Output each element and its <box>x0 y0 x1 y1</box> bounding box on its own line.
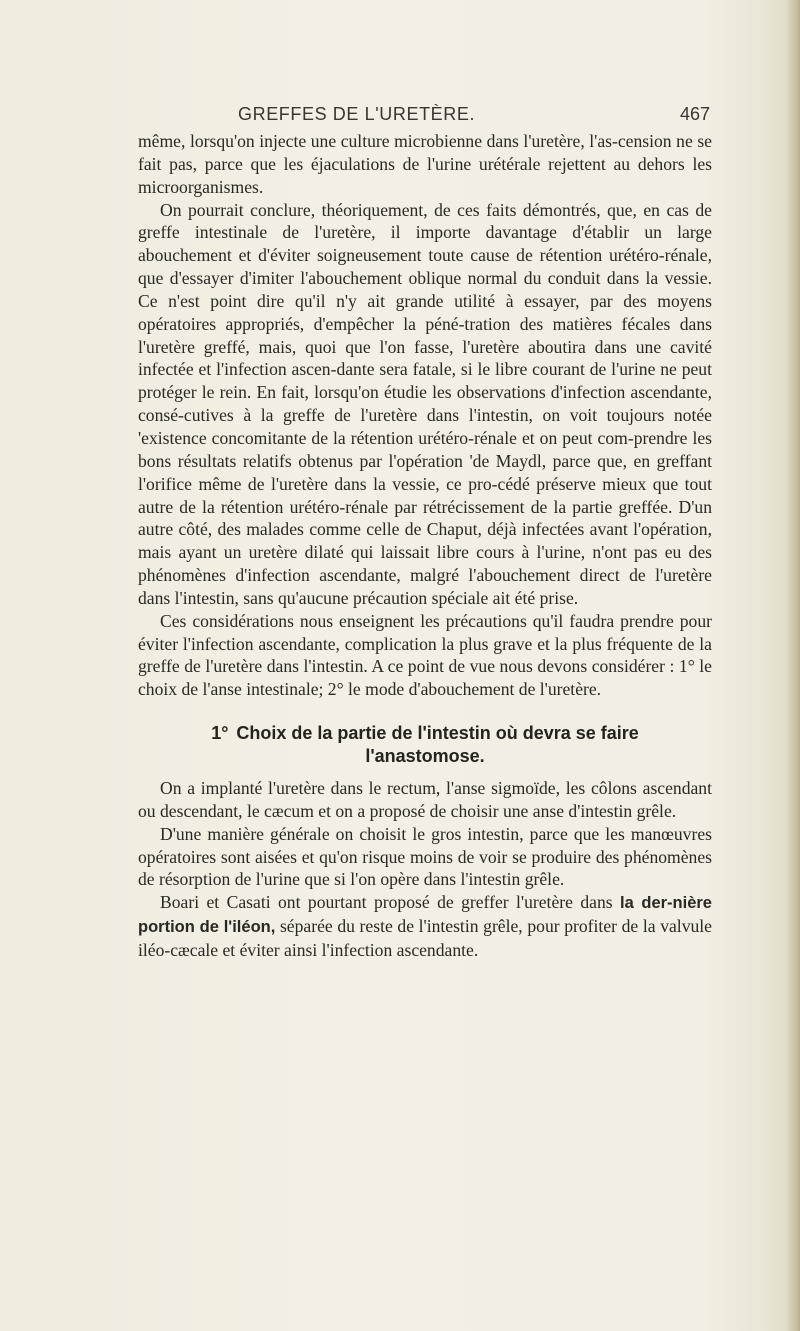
bold-phrase: la der-nière portion de l'iléon, <box>138 894 712 937</box>
section-heading-line-2: l'anastomose. <box>365 746 485 767</box>
paragraph: Ces considérations nous enseignent les précautions qu'il faudra prendre pour éviter l'infection ascendante, complication la plus grave et la plus fréquente de la greffe de l'uretère dans l'intestin. A ce point de vue nous devons considérer : 1° le choix de l'anse intestinale; 2° le mode d'abouchement de l'uretère. <box>138 610 712 700</box>
paragraph: D'une manière générale on choisit le gros intestin, parce que les manœuvres opératoires sont aisées et qu'on risque moins de voir se produire des phénomènes de résorption de l'urine que si l'on opère dans l'intestin grêle. <box>138 823 712 890</box>
page-number: 467 <box>679 104 710 124</box>
page-edge-shadow <box>786 0 800 1331</box>
text-run: Boari et Casati ont pourtant proposé de greffer l'uretère dans <box>160 892 621 913</box>
section-heading <box>138 722 712 768</box>
body-text <box>138 130 712 962</box>
paragraph-last <box>138 891 712 962</box>
section-title: Choix de la partie de l'intestin où devra se faire <box>236 723 639 744</box>
paragraph: On a implanté l'uretère dans le rectum, l'anse sigmoïde, les côlons ascendant ou descendant, le cæcum et on a proposé de choisir une anse d'intestin grêle. <box>138 778 712 821</box>
text-run: séparée du reste de l'intestin grêle, pour profiter de la valvule iléo-cæcale et éviter ainsi l'infection ascendante. <box>138 916 712 960</box>
section-number: 1° <box>211 723 229 744</box>
running-title: GREFFES DE L'URETÈRE. <box>238 104 476 124</box>
section-heading-line-1 <box>138 722 712 745</box>
page-header <box>238 104 710 126</box>
paragraph: On pourrait conclure, théoriquement, de ces faits démontrés, que, en cas de greffe intestinale de l'uretère, il importe davantage d'établir un large abouchement et d'éviter soigneusement toute cause de rétention urétéro-rénale, que d'essayer d'imiter l'abouchement oblique normal du conduit dans la vessie. Ce n'est point dire qu'il n'y ait grande utilité à essayer, par des moyens opératoires appropriés, d'empêcher la péné-tration des matières fécales dans l'uretère greffé, mais, quoi que l'on fasse, l'uretère aboutira dans une cavité infectée et l'infection ascen-dante sera fatale, si le libre courant de l'urine ne peut protéger le rein. En fait, lorsqu'on étudie les observations d'infection ascendante, consé-cutives à la greffe de l'uretère dans l'intestin, on voit toujours notée 'existence concomitante de la rétention urétéro-rénale et on peut com-prendre les bons résultats relatifs obtenus par l'opération 'de Maydl, parce que, en greffant l'orifice même de l'uretère dans la vessie, ce pro-cédé préserve mieux que tout autre de la rétention urétéro-rénale par rétrécissement de la partie greffée. D'un autre côté, des malades comme celle de Chaput, déjà infectées avant l'opération, mais ayant un uretère dilaté qui laissait libre cours à l'urine, n'ont pas eu des phénomènes d'infection ascendante, malgré l'abouchement direct de l'uretère dans l'intestin, sans qu'aucune précaution spéciale ait été prise. <box>138 199 712 608</box>
paragraph: même, lorsqu'on injecte une culture microbienne dans l'uretère, l'as-cension ne se fait pas, parce que les éjaculations de l'urine urétérale rejettent au dehors les microorganismes. <box>138 131 712 197</box>
